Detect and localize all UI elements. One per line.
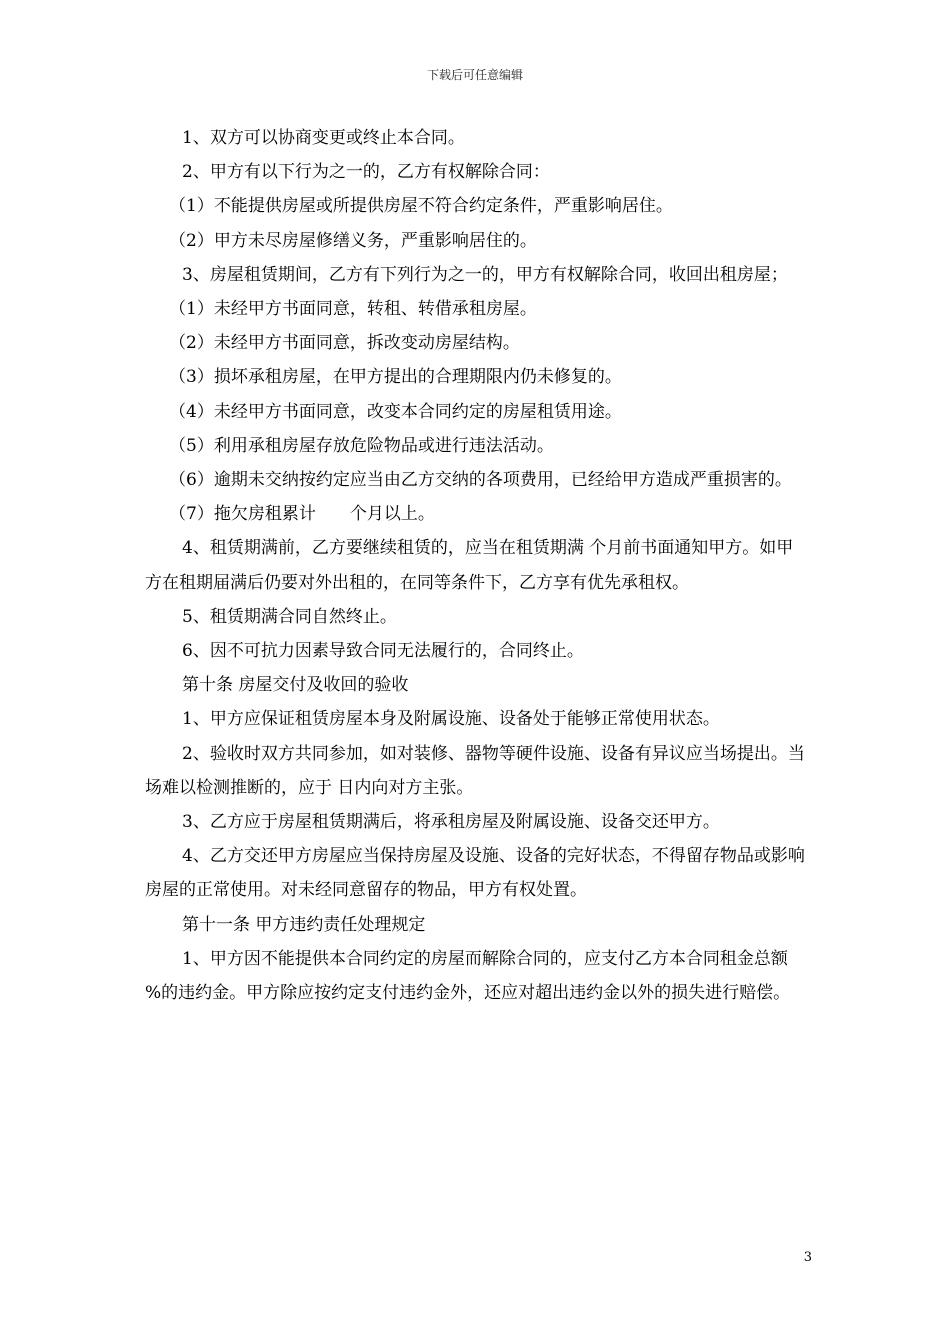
paragraph: 1、甲方应保证租赁房屋本身及附属设施、设备处于能够正常使用状态。	[182, 709, 720, 730]
document-body	[145, 121, 805, 1010]
paragraph: 2、验收时双方共同参加，如对装修、器物等硬件设施、设备有异议应当场提出。当场难以检测推断的，应于 日内向对方主张。	[145, 743, 805, 798]
paragraph: （7）拖欠房租累计 个月以上。	[169, 504, 435, 525]
paragraph: 1、双方可以协商变更或终止本合同。	[182, 128, 465, 148]
paragraph: 5、租赁期满合同自然终止。	[182, 606, 397, 627]
paragraph: 4、乙方交还甲方房屋应当保持房屋及设施、设备的完好状态，不得留存物品或影响房屋的正常使用。对未经同意留存的物品，甲方有权处置。	[145, 846, 805, 901]
paragraph: 3、房屋租赁期间，乙方有下列行为之一的，甲方有权解除合同，收回出租房屋；	[182, 264, 788, 285]
page-number: 3	[803, 1250, 812, 1265]
paragraph: （2）未经甲方书面同意，拆改变动房屋结构。	[169, 333, 520, 354]
section-heading: 第十一条 甲方违约责任处理规定	[182, 914, 426, 935]
paragraph: （1）不能提供房屋或所提供房屋不符合约定条件，严重影响居住。	[169, 196, 673, 217]
paragraph: 3、乙方应于房屋租赁期满后，将承租房屋及附属设施、设备交还甲方。	[182, 812, 720, 833]
paragraph: 1、甲方因不能提供本合同约定的房屋而解除合同的，应支付乙方本合同租金总额 %的违约金。甲方除应按约定支付违约金外，还应对超出违约金以外的损失进行赔偿。	[145, 948, 794, 1004]
paragraph: （3）损坏承租房屋，在甲方提出的合理期限内仍未修复的。	[169, 367, 622, 388]
paragraph: （1）未经甲方书面同意，转租、转借承租房屋。	[169, 299, 537, 320]
page-header: 下载后可任意编辑	[426, 68, 523, 82]
paragraph: （4）未经甲方书面同意，改变本合同约定的房屋租赁用途。	[169, 401, 622, 422]
paragraph: （5）利用承租房屋存放危险物品或进行违法活动。	[169, 435, 554, 456]
paragraph: （2）甲方未尽房屋修缮义务，严重影响居住的。	[169, 230, 537, 251]
paragraph: 2、甲方有以下行为之一的，乙方有权解除合同：	[182, 162, 550, 183]
section-heading: 第十条 房屋交付及收回的验收	[182, 675, 409, 696]
paragraph: 4、租赁期满前，乙方要继续租赁的，应当在租赁期满 个月前书面通知甲方。如甲方在租期届满后仍要对外出租的，在同等条件下，乙方享有优先承租权。	[145, 538, 794, 593]
paragraph: 6、因不可抗力因素导致合同无法履行的，合同终止。	[182, 641, 584, 662]
paragraph: （6）逾期未交纳按约定应当由乙方交纳的各项费用，已经给甲方造成严重损害的。	[169, 470, 792, 491]
